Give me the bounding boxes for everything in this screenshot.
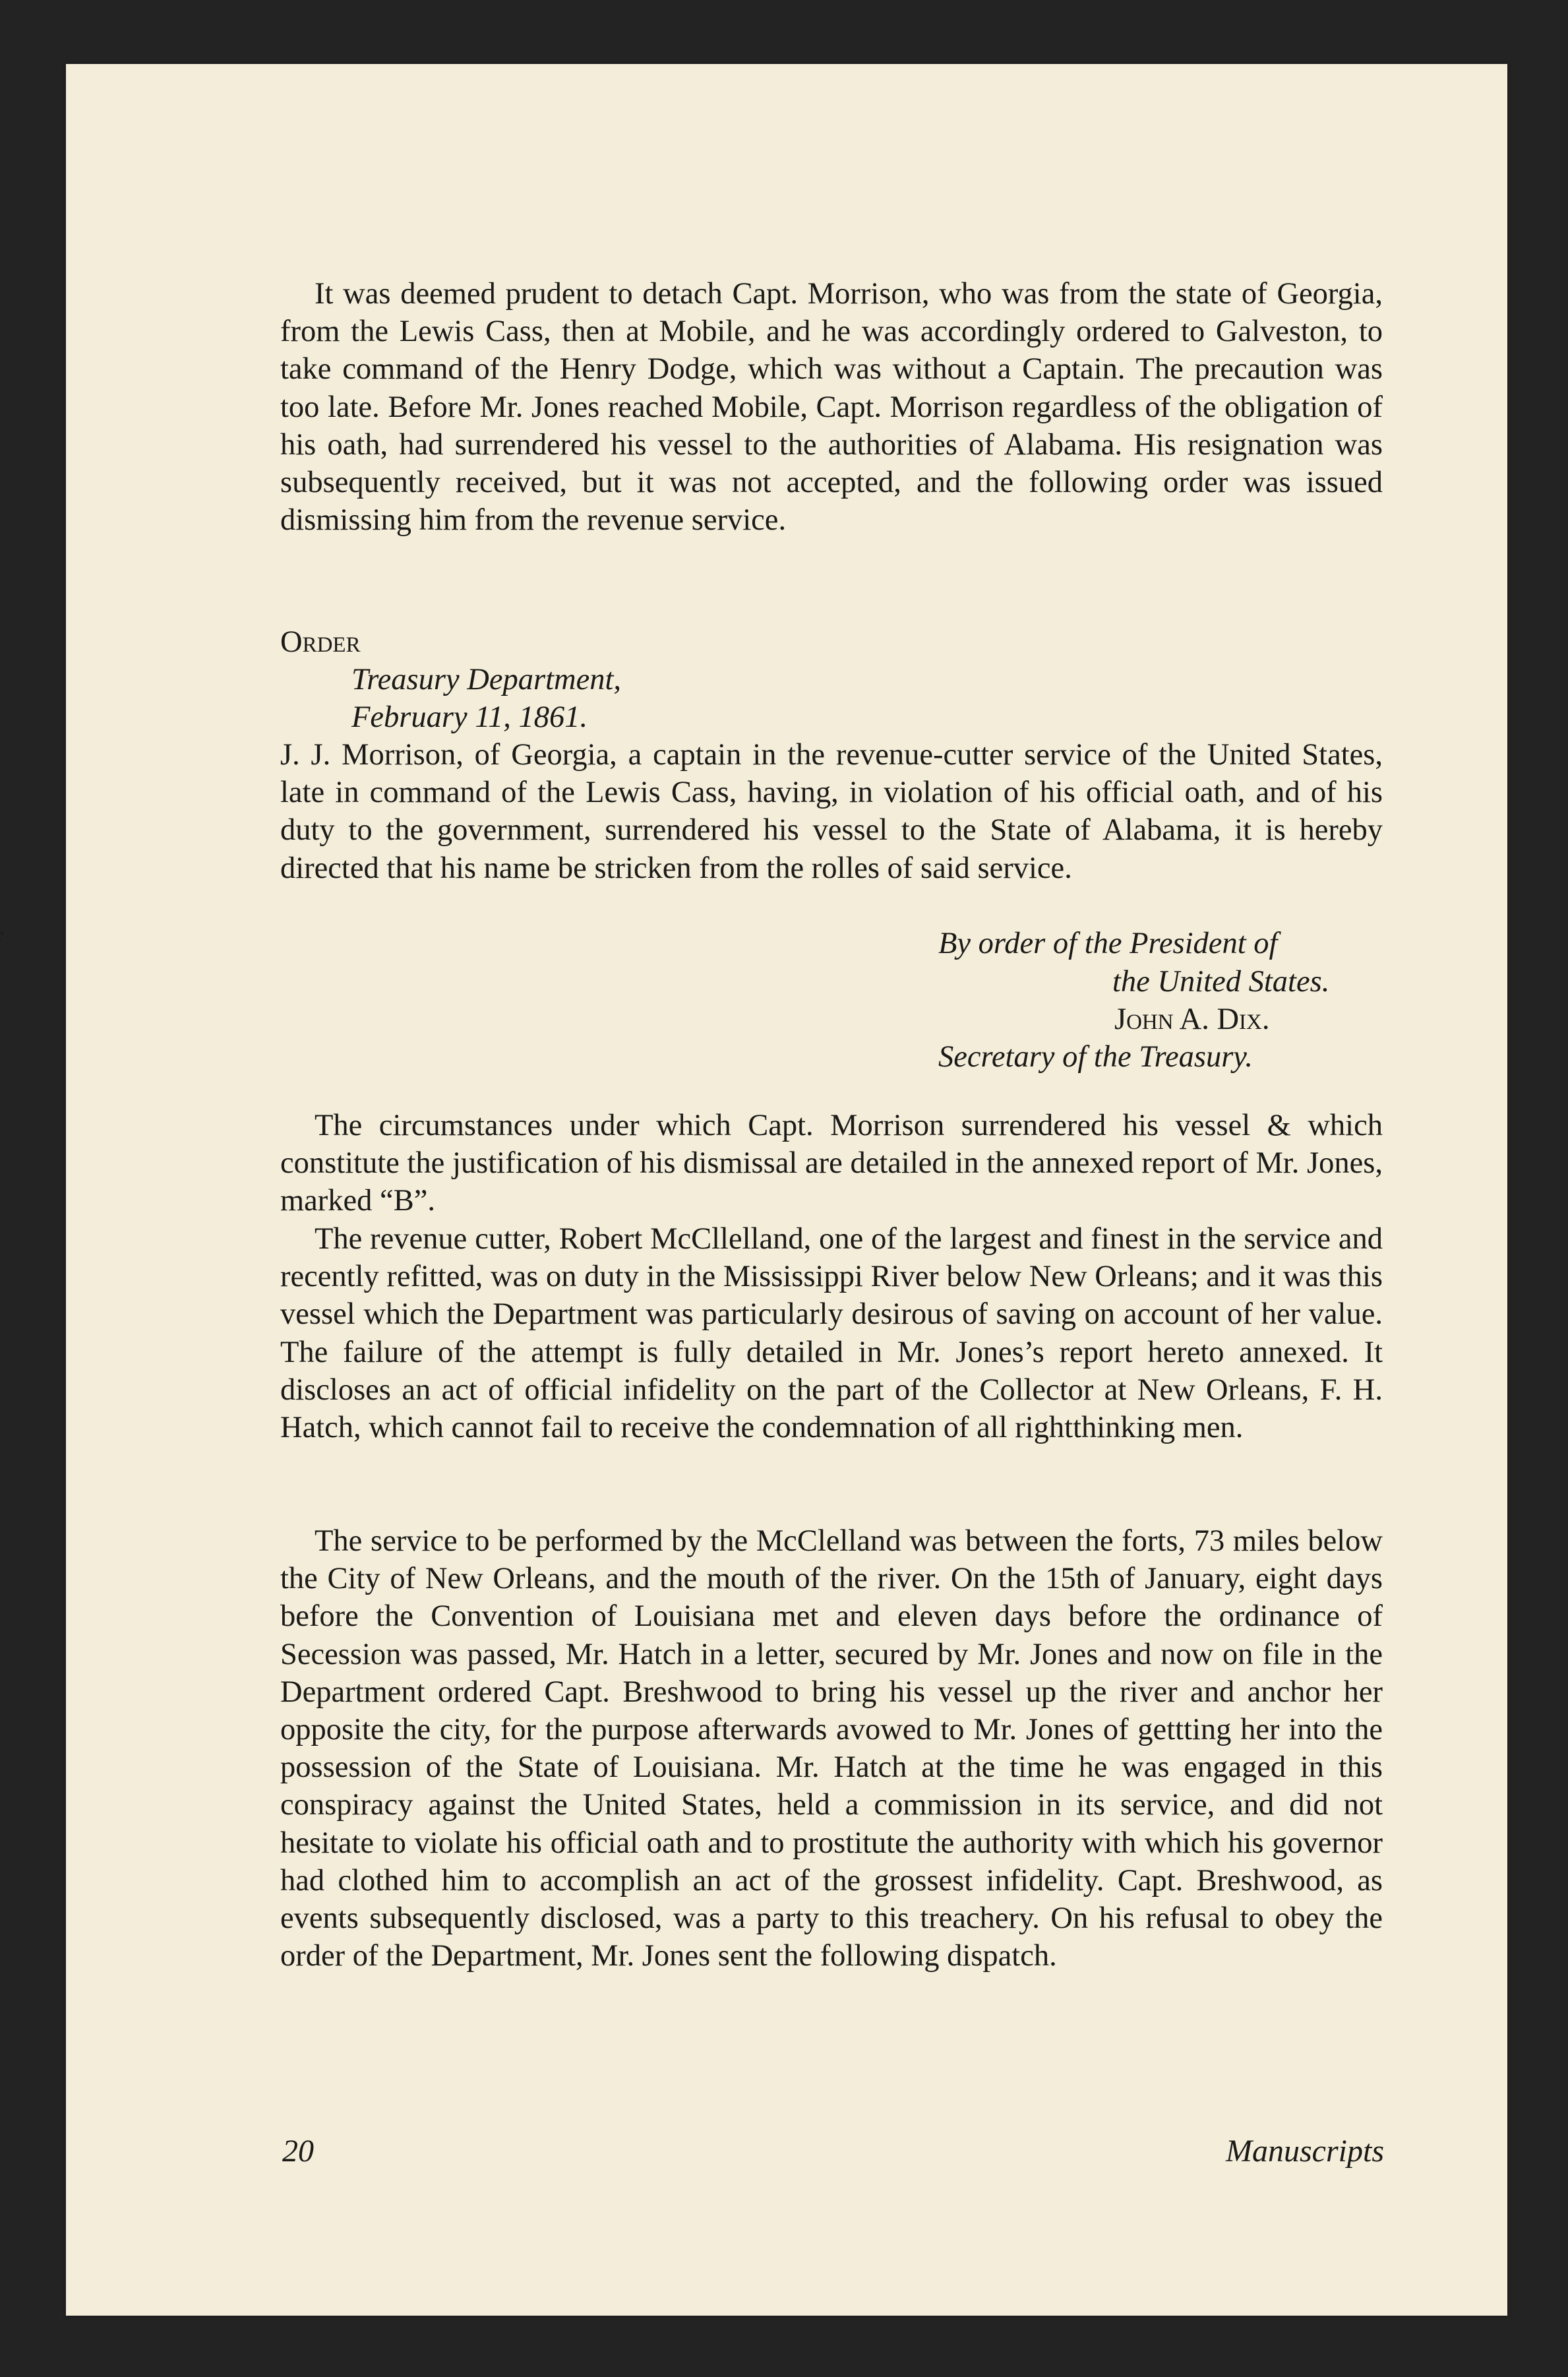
paragraph-service: The service to be performed by the McClelland was between the forts, 73 miles below the City of New Orleans, and the mouth of the river. On the 15th of January, eight days before the Convention of Louisiana met and eleven days before the ordinance of Secession was passed, Mr. Hatch in a letter, secured by Mr. Jones and now on file in the Department ordered Capt. Breshwood to bring his vessel up the river and anchor her opposite the city, for the purpose afterwards avowed to Mr. Jones of gettting her into the possession of the State of Louisiana. Mr. Hatch at the time he was engaged in this conspiracy against the United States, held a commission in its service, and did not hesitate to violate his official oath and to prostitute the authority with which his governor had clothed him to accomplish an act of the grossest infidelity. Capt. Breshwood, as events subsequently disclosed, was a party to this treachery. On his refusal to obey the order of the Department, Mr. Jones sent the following dispatch. — [280, 1524, 1383, 1973]
order-signoff: By order of the President of — [938, 927, 1278, 960]
footer-page-number: 20 — [282, 2134, 314, 2169]
order-department: Treasury Department, — [351, 663, 622, 696]
paragraph-circumstances: The circumstances under which Capt. Morrison surrendered his vessel & which constitute the justification of his dismissal are detailed in the annexed report of Mr. Jones, marked “B”. — [280, 1109, 1383, 1218]
order-signer-name: John A. Dix. — [1114, 1003, 1270, 1036]
paragraph-revenue-cutter: The revenue cutter, Robert McCllelland, one of the largest and finest in the service and recently refitted, was on duty in the Mississippi River below New Orleans; and it was this vessel which the Department was particularly desirous of saving on account of her value. The failure of the attempt is fully detailed in Mr. Jones’s report hereto annexed. It discloses an act of official infidelity on the part of the Collector at New Orleans, F. H. Hatch, which cannot fail to receive the condemnation of all rightthinking men. — [280, 1222, 1383, 1445]
order-heading: Order — [280, 625, 361, 659]
order-date: February 11, 1861. — [351, 700, 588, 734]
order-signoff-line-2: the United States. — [1112, 965, 1330, 999]
footer-publication: Manuscripts — [1226, 2134, 1384, 2169]
paragraph-intro: It was deemed prudent to detach Capt. Morrison, who was from the state of Georgia, from the Lewis Cass, then at Mobile, and he was accordingly ordered to Galveston, to take command of the Henry Dodge, which was without a Captain. The precaution was too late. Before Mr. Jones reached Mobile, Capt. Morrison regardless of the obligation of his oath, had surrendered his vessel to the authorities of Alabama. His resignation was subsequently received, but it was not accepted, and the following order was issued dismissing him from the revenue service. — [280, 277, 1383, 538]
order-body: J. J. Morrison, of Georgia, a captain in the revenue-cutter service of the United States, late in command of the Lewis Cass, having, in violation of his official oath, and of his duty to the government, surrendered his vessel to the State of Alabama, it is hereby directed that his name be stricken from the rolles of said service. — [280, 738, 1383, 885]
order-signer-title: Secretary of the Treasury. — [938, 1040, 1253, 1074]
